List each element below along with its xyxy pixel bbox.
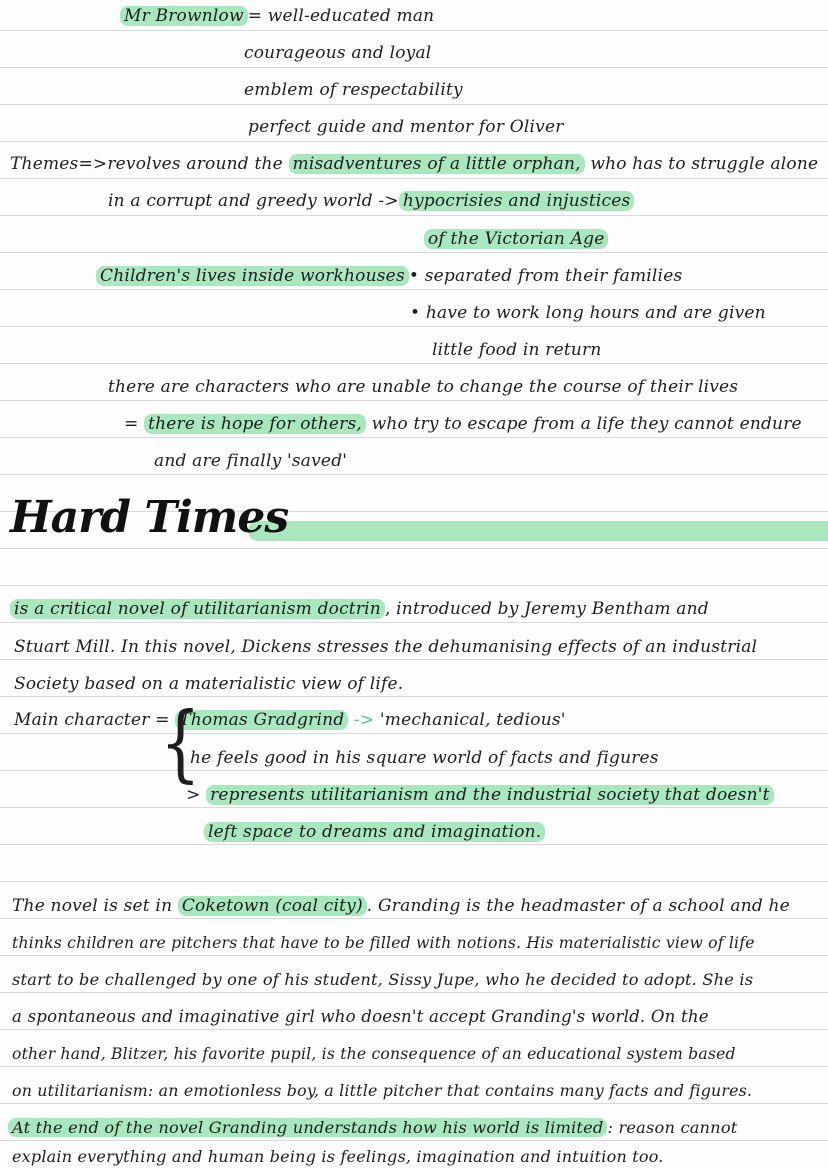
- note-text: The novel is set in: [12, 896, 178, 916]
- note-text: 'mechanical, tedious': [379, 710, 566, 730]
- note-line: [124, 413, 802, 435]
- note-line: [10, 598, 709, 620]
- note-line: perfect guide and mentor for Oliver: [248, 117, 564, 137]
- note-line: [14, 709, 566, 731]
- note-line: start to be challenged by one of his student, Sissy Jupe, who he decided to adopt. She is: [12, 970, 754, 989]
- note-line: courageous and loyal: [244, 43, 432, 63]
- note-line: [10, 153, 818, 175]
- note-line: [120, 5, 434, 27]
- highlight: Mr Brownlow: [120, 6, 248, 26]
- note-line: [8, 1117, 737, 1139]
- note-line: emblem of respectability: [244, 80, 463, 100]
- note-line: other hand, Blitzer, his favorite pupil, is the consequence of an educational system based: [12, 1045, 736, 1063]
- themes-label: Themes=>: [10, 154, 108, 174]
- highlight: At the end of the novel Granding understands how his world is limited: [8, 1118, 607, 1137]
- note-line: [12, 895, 790, 917]
- note-text: who has to struggle alone: [584, 154, 819, 174]
- note-text: who try to escape from a life they cannot endure: [365, 414, 802, 434]
- highlight: misadventures of a little orphan,: [289, 154, 585, 174]
- highlight: is a critical novel of utilitarianism doctrin: [10, 599, 385, 619]
- note-line: little food in return: [432, 340, 602, 360]
- note-line: [186, 784, 774, 806]
- note-text: = well-educated man: [247, 6, 435, 26]
- note-line: Society based on a materialistic view of life.: [14, 674, 404, 694]
- section-title: Hard Times: [10, 492, 289, 543]
- highlight: Children's lives inside workhouses: [96, 266, 409, 286]
- highlight: of the Victorian Age: [424, 229, 608, 249]
- note-text: in a corrupt and greedy world ->: [108, 191, 399, 211]
- note-line: Stuart Mill. In this novel, Dickens stresses the dehumanising effects of an industrial: [14, 637, 758, 657]
- note-line: [108, 190, 634, 212]
- highlight: hypocrisies and injustices: [399, 191, 635, 211]
- note-text: =: [124, 414, 145, 434]
- note-text: revolves around the: [107, 154, 289, 174]
- note-text: • separated from their families: [408, 266, 683, 286]
- note-line: [424, 228, 608, 250]
- highlight: Coketown (coal city): [178, 896, 367, 916]
- note-text: . Granding is the headmaster of a school and he: [366, 896, 790, 916]
- note-line: there are characters who are unable to change the course of their lives: [108, 377, 739, 397]
- title-highlight-bar: [248, 521, 828, 541]
- highlight: Thomas Gradgrind: [175, 710, 348, 730]
- brace-icon: {: [160, 695, 201, 793]
- note-text: : reason cannot: [607, 1118, 738, 1137]
- note-text: , introduced by Jeremy Bentham and: [384, 599, 709, 619]
- note-line: a spontaneous and imaginative girl who doesn't accept Granding's world. On the: [12, 1007, 709, 1026]
- highlight: represents utilitarianism and the industrial society that doesn't: [206, 785, 774, 805]
- highlight: there is hope for others,: [144, 414, 366, 434]
- note-line: [96, 265, 682, 287]
- main-character-label: Main character =: [14, 710, 176, 730]
- note-line: explain everything and human being is feelings, imagination and intuition too.: [12, 1147, 664, 1166]
- arrow-icon: >: [186, 785, 207, 805]
- note-line: • have to work long hours and are given: [410, 303, 766, 323]
- highlight: left space to dreams and imagination.: [204, 822, 545, 842]
- note-line: on utilitarianism: an emotionless boy, a little pitcher that contains many facts and figures.: [12, 1081, 753, 1100]
- note-line: thinks children are pitchers that have to be filled with notions. His materialistic view of life: [12, 934, 755, 952]
- note-line: [204, 821, 545, 843]
- arrow-icon: ->: [348, 710, 380, 730]
- note-line: and are finally 'saved': [154, 451, 348, 471]
- note-line: he feels good in his square world of facts and figures: [190, 748, 659, 768]
